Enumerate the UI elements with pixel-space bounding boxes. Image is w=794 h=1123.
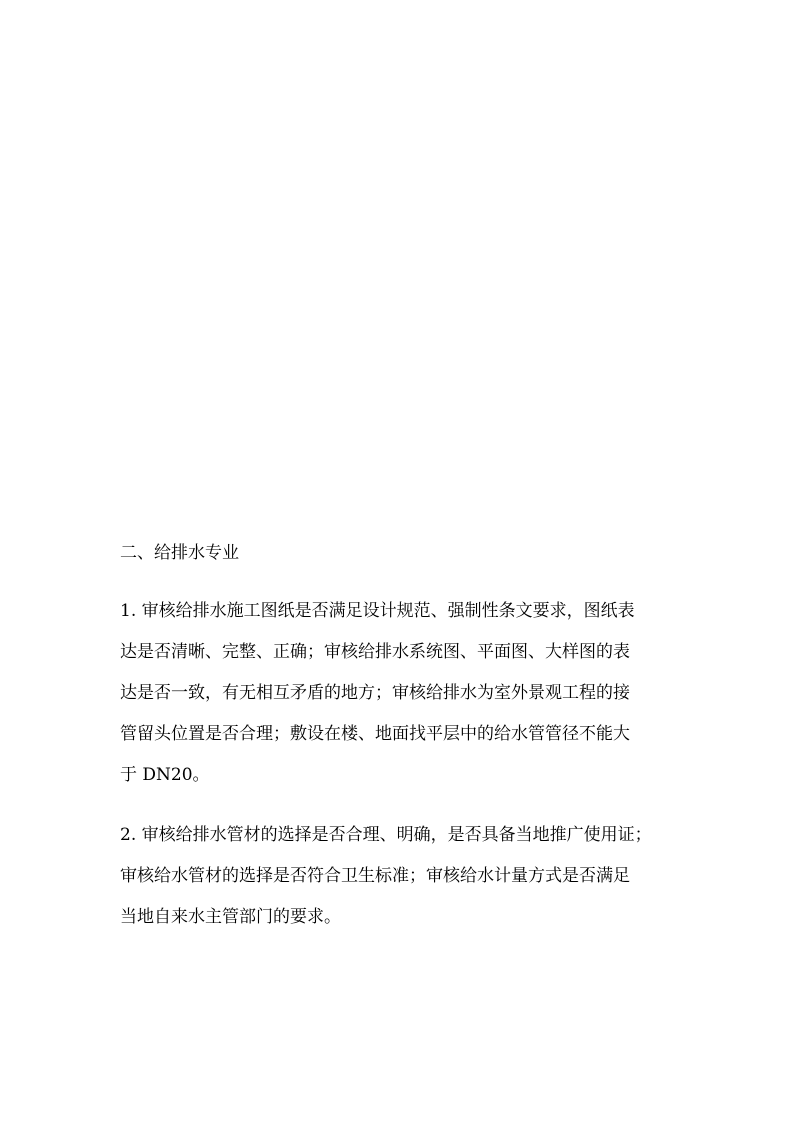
paragraph-line: 1. 审核给排水施工图纸是否满足设计规范、强制性条文要求，图纸表 bbox=[120, 601, 635, 621]
paragraph-line: 管留头位置是否合理；敷设在楼、地面找平层中的给水管管径不能大 bbox=[120, 724, 630, 744]
paragraph-line: 达是否清晰、完整、正确；审核给排水系统图、平面图、大样图的表 bbox=[120, 642, 630, 662]
paragraph-line: 于 DN20。 bbox=[120, 765, 210, 785]
section-heading: 二、给排水专业 bbox=[120, 543, 239, 563]
paragraph-2 bbox=[120, 815, 680, 938]
paragraph-line: 达是否一致，有无相互矛盾的地方；审核给排水为室外景观工程的接 bbox=[120, 683, 630, 703]
document-body bbox=[120, 535, 680, 938]
paragraph-line: 2. 审核给排水管材的选择是否合理、明确，是否具备当地推广使用证； bbox=[120, 825, 652, 845]
paragraph-1 bbox=[120, 591, 680, 796]
paragraph-line: 当地自来水主管部门的要求。 bbox=[120, 907, 341, 927]
paragraph-line: 审核给水管材的选择是否符合卫生标准；审核给水计量方式是否满足 bbox=[120, 866, 630, 886]
